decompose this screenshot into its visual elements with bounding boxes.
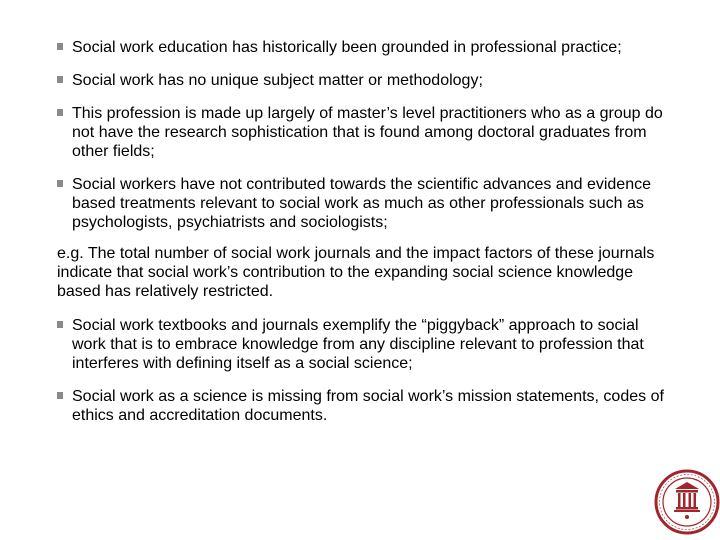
- square-bullet-icon: [57, 43, 63, 50]
- bullet-text: Social work education has historically been grounded in professional practice;: [72, 39, 622, 56]
- bullet-item: [57, 104, 667, 161]
- bullet-item: [57, 71, 667, 90]
- university-seal-logo-icon: [654, 462, 720, 540]
- bullet-text: Social work as a science is missing from social work’s mission statements, codes of ethics and accreditation documents.: [72, 388, 664, 424]
- bullet-item: [57, 316, 667, 373]
- bullet-text: This profession is made up largely of master’s level practitioners who as a group do not have the research sophistication that is found among doctoral graduates from other fields;: [72, 105, 663, 160]
- bullet-item: [57, 38, 667, 57]
- bullet-item: [57, 387, 667, 425]
- bullet-text: Social workers have not contributed towards the scientific advances and evidence based treatments relevant to social work as much as other professionals such as psychologists, psychiatrists and sociologists;: [72, 176, 651, 231]
- example-paragraph: e.g. The total number of social work journals and the impact factors of these journals indicate that social work’s contribution to the expanding social science knowledge based has relatively restricted.: [57, 245, 655, 300]
- square-bullet-icon: [57, 109, 63, 116]
- square-bullet-icon: [57, 180, 63, 187]
- square-bullet-icon: [57, 76, 63, 83]
- bullet-text: Social work textbooks and journals exemplify the “piggyback” approach to social work that is to embrace knowledge from any discipline relevant to profession that interferes with defining itself as a social science;: [72, 317, 644, 372]
- square-bullet-icon: [57, 392, 63, 399]
- bullet-text: Social work has no unique subject matter or methodology;: [72, 72, 483, 89]
- square-bullet-icon: [57, 321, 63, 328]
- bullet-item: [57, 175, 667, 232]
- slide-content: [57, 38, 667, 439]
